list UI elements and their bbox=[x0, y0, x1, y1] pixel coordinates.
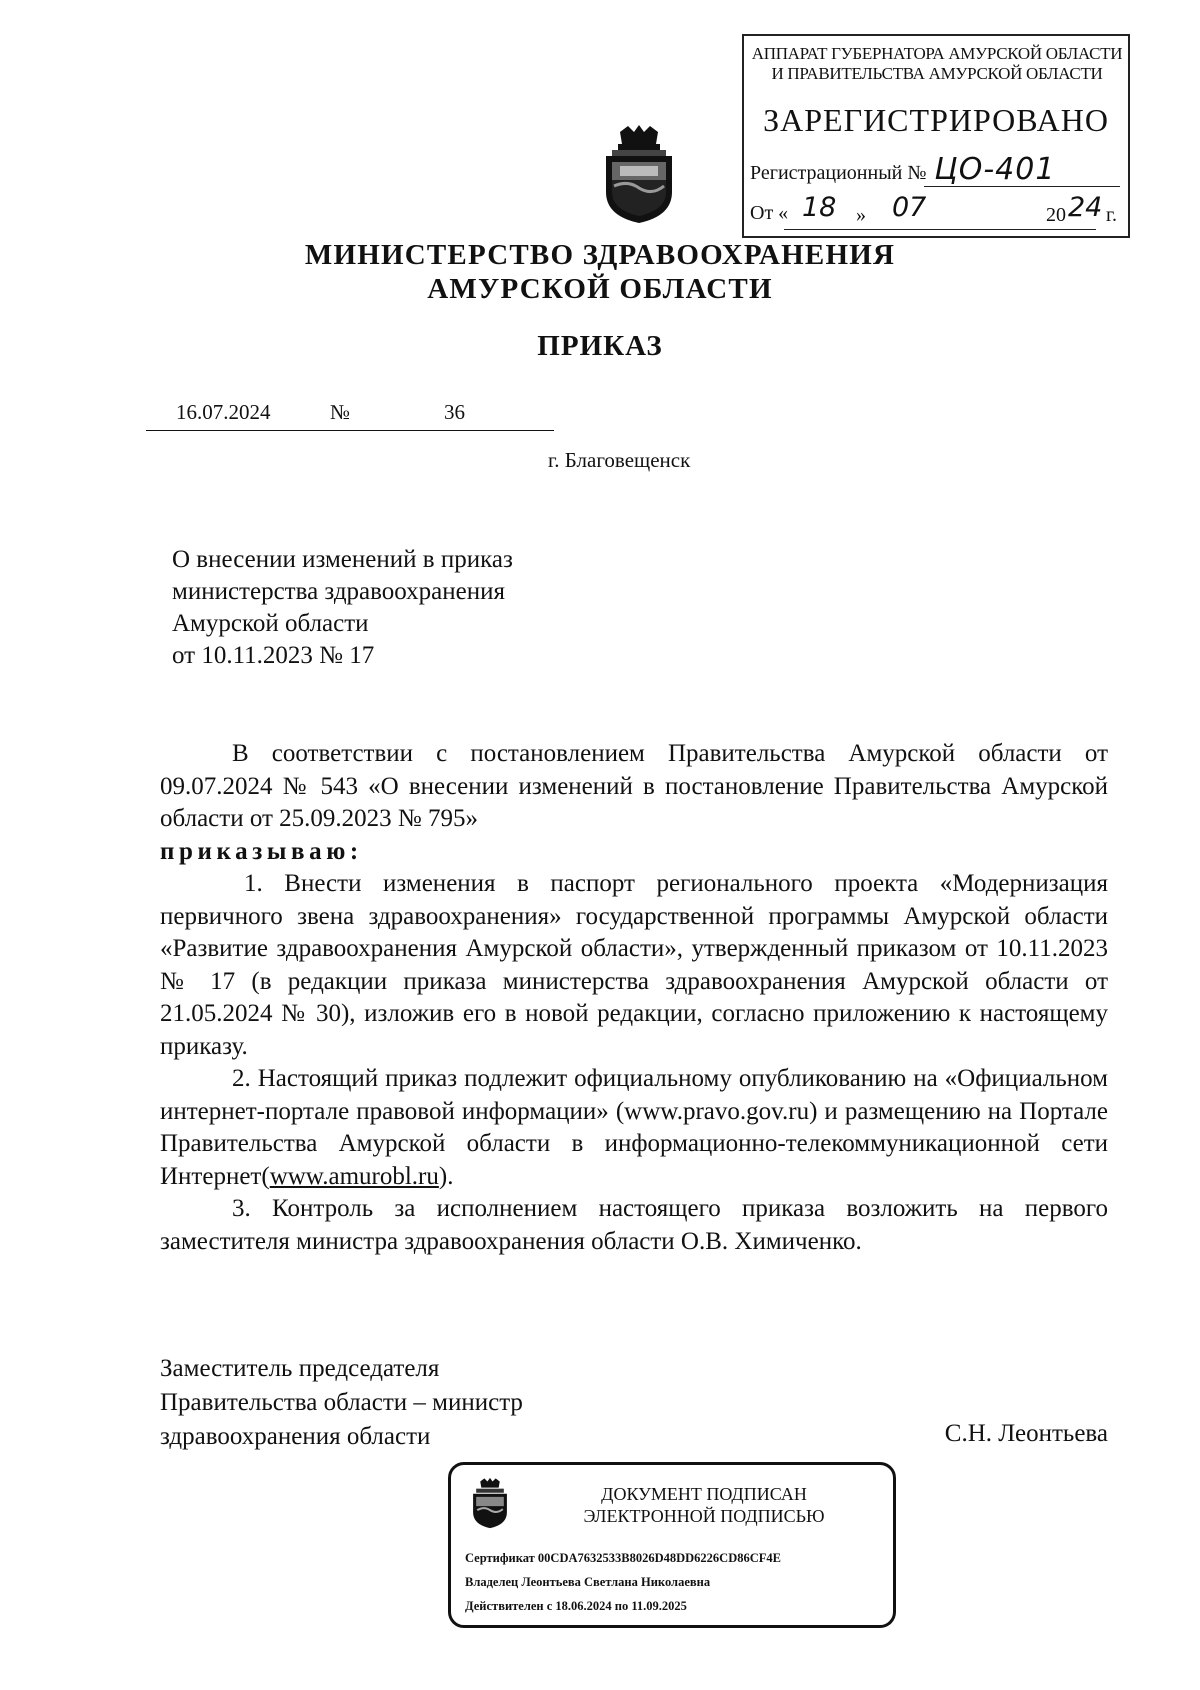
stamp-title: ЗАРЕГИСТРИРОВАНО bbox=[763, 102, 1109, 138]
stamp-reg-number-value: ЦО-401 bbox=[934, 152, 1056, 187]
position-line3: здравоохранения области bbox=[160, 1423, 431, 1450]
ministry-line2: АМУРСКОЙ ОБЛАСТИ bbox=[427, 273, 773, 305]
esig-validity: Действителен с 18.06.2024 по 11.09.2025 bbox=[465, 1599, 687, 1613]
esig-title bbox=[521, 1483, 887, 1527]
order-date: 16.07.2024 bbox=[176, 400, 271, 424]
stamp-date-from-label: От « bbox=[750, 202, 789, 224]
body-item-3: 3. Контроль за исполнением настоящего приказа возложить на первого заместителя министра здравоохранения области О.В. Химиченко. bbox=[160, 1195, 1108, 1255]
stamp-org-line2: И ПРАВИТЕЛЬСТВА АМУРСКОЙ ОБЛАСТИ bbox=[771, 64, 1103, 83]
body-item-2-end: ). bbox=[438, 1162, 454, 1190]
stamp-date-year-suffix: 24 bbox=[1068, 192, 1103, 223]
stamp-reg-number-row bbox=[750, 152, 1055, 187]
stamp-org-line1: АППАРАТ ГУБЕРНАТОРА АМУРСКОЙ ОБЛАСТИ bbox=[751, 44, 1123, 63]
stamp-date-quote: » bbox=[856, 204, 866, 226]
order-body bbox=[160, 738, 1108, 1258]
order-number: 36 bbox=[444, 400, 465, 424]
order-date-number-row bbox=[146, 400, 554, 431]
ministry-line1: МИНИСТЕРСТВО ЗДРАВООХРАНЕНИЯ bbox=[304, 239, 896, 271]
esig-owner: Владелец Леонтьева Светлана Николаевна bbox=[465, 1575, 711, 1589]
body-item-2-text: 2. Настоящий приказ подлежит официальному опубликованию на «Официальном интернет-портале правовой информации» (www.pravo.gov.ru) и размещению на Портале Правительства Амурской области в информационно-телекоммуникационной сети Интернет( bbox=[160, 1065, 1108, 1190]
coat-of-arms-icon bbox=[469, 1477, 511, 1529]
stamp-date-month: 07 bbox=[892, 192, 927, 223]
stamp-date-day: 18 bbox=[802, 192, 837, 223]
body-preamble: В соответствии с постановлением Правительства Амурской области от 09.07.2024 № 543 «О внесении изменений в постановление Правительства Амурской области от 25.09.2023 № 795» bbox=[160, 740, 1108, 832]
amurobl-link[interactable]: www.amurobl.ru bbox=[269, 1162, 439, 1190]
body-order-word: приказываю: bbox=[160, 837, 363, 865]
stamp-date-line bbox=[784, 229, 1096, 230]
registration-stamp bbox=[742, 34, 1130, 238]
subject-line3: Амурской области bbox=[172, 610, 369, 637]
signatory-name: С.Н. Леонтьева bbox=[944, 1420, 1108, 1447]
body-item-1: 1. Внести изменения в паспорт регионального проекта «Модернизация первичного звена здравоохранения» государственной программы Амурской области «Развитие здравоохранения Амурской области», утвержденный приказом от 10.11.2023 № 17 (в редакции приказа министерства здравоохранения Амурской области от 21.05.2024 № 30), изложив его в новой редакции, согласно приложению к настоящему приказу. bbox=[160, 870, 1108, 1060]
coat-of-arms-icon bbox=[598, 124, 680, 224]
order-subject bbox=[172, 544, 632, 672]
electronic-signature-stamp bbox=[448, 1462, 896, 1628]
position-line2: Правительства области – министр bbox=[160, 1389, 523, 1416]
body-item-2 bbox=[160, 1063, 1108, 1193]
order-number-label: № bbox=[330, 400, 351, 424]
stamp-reg-number-line bbox=[924, 186, 1120, 187]
ministry-name bbox=[0, 238, 1200, 306]
stamp-date-year-unit: г. bbox=[1106, 204, 1117, 226]
subject-line1: О внесении изменений в приказ bbox=[172, 546, 513, 573]
stamp-date-year-prefix: 20 bbox=[1046, 204, 1066, 226]
order-city: г. Благовещенск bbox=[548, 448, 691, 472]
esig-title-line1: ДОКУМЕНТ ПОДПИСАН bbox=[601, 1484, 807, 1504]
position-line1: Заместитель председателя bbox=[160, 1355, 440, 1382]
subject-line2: министерства здравоохранения bbox=[172, 578, 505, 605]
stamp-organization bbox=[750, 44, 1124, 84]
esig-title-line2: ЭЛЕКТРОННОЙ ПОДПИСЬЮ bbox=[583, 1506, 825, 1526]
document-type: ПРИКАЗ bbox=[537, 330, 663, 362]
subject-line4: от 10.11.2023 № 17 bbox=[172, 642, 375, 669]
esig-certificate: Сертификат 00CDA7632533B8026D48DD6226CD86CF4E bbox=[465, 1551, 781, 1565]
stamp-reg-number-label: Регистрационный № bbox=[750, 162, 927, 184]
signatory-position bbox=[160, 1352, 523, 1454]
